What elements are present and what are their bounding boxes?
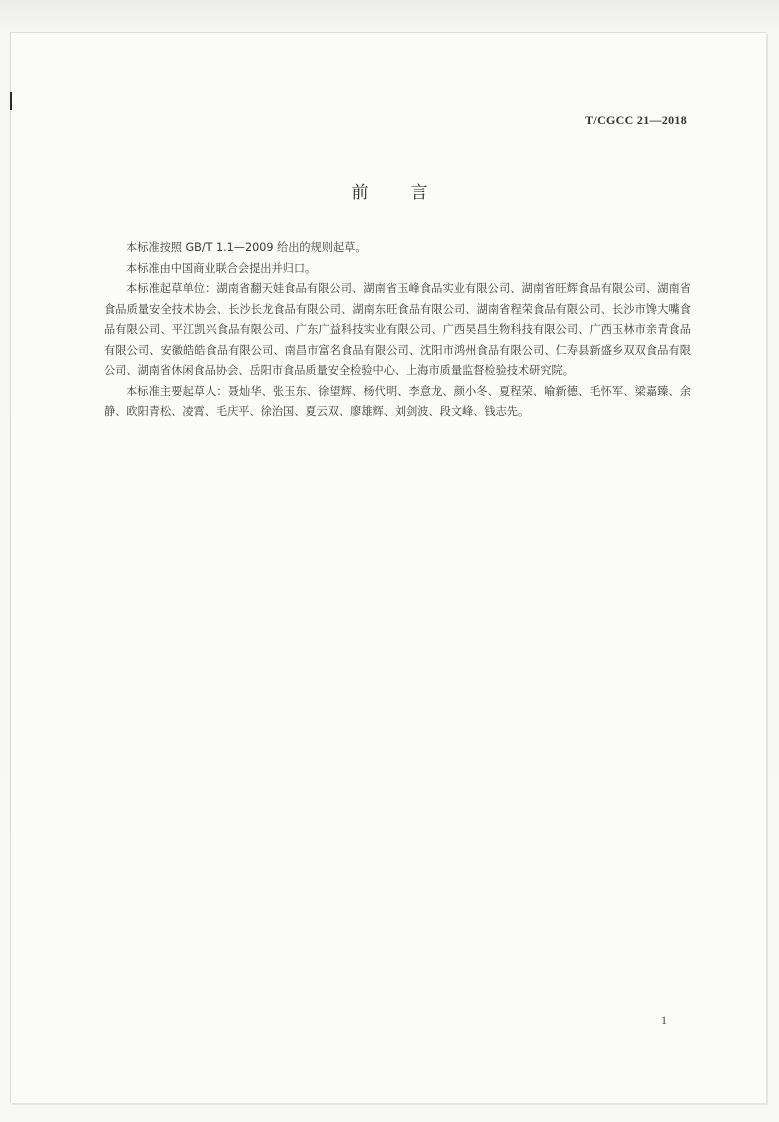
document-body [104, 238, 691, 423]
paragraph-main-drafters: 本标准主要起草人：聂灿华、张玉东、徐望辉、杨代明、李意龙、颜小冬、夏程荣、喻新德、毛怀军、梁嘉臻、余静、欧阳青松、凌霄、毛庆平、徐治国、夏云双、廖雄辉、刘剑波、段文峰、钱志先。 [104, 384, 691, 418]
binding-mark [10, 92, 12, 110]
document-code: T/CGCC 21—2018 [585, 113, 687, 127]
paragraph-drafting-units: 本标准起草单位：湖南省翻天娃食品有限公司、湖南省玉峰食品实业有限公司、湖南省旺辉食品有限公司、湖南省食品质量安全技术协会、长沙长龙食品有限公司、湖南东旺食品有限公司、湖南省程荣食品有限公司、长沙市馋大嘴食品有限公司、平江凯兴食品有限公司、广东广益科技实业有限公司、广西昊昌生物科技有限公司、广西玉林市亲青食品有限公司、安徽皓皓食品有限公司、南昌市富名食品有限公司、沈阳市鸿州食品有限公司、仁寿县新盛乡双双食品有限公司、湖南省休闲食品协会、岳阳市食品质量安全检验中心、上海市质量监督检验技术研究院。 [104, 282, 691, 377]
page-number: 1 [661, 1013, 667, 1027]
page-title: 前言 [351, 183, 470, 203]
paragraph-drafting-rules: 本标准按照 GB/T 1.1—2009 给出的规则起草。 [126, 241, 367, 254]
paragraph-proposer: 本标准由中国商业联合会提出并归口。 [126, 261, 317, 275]
